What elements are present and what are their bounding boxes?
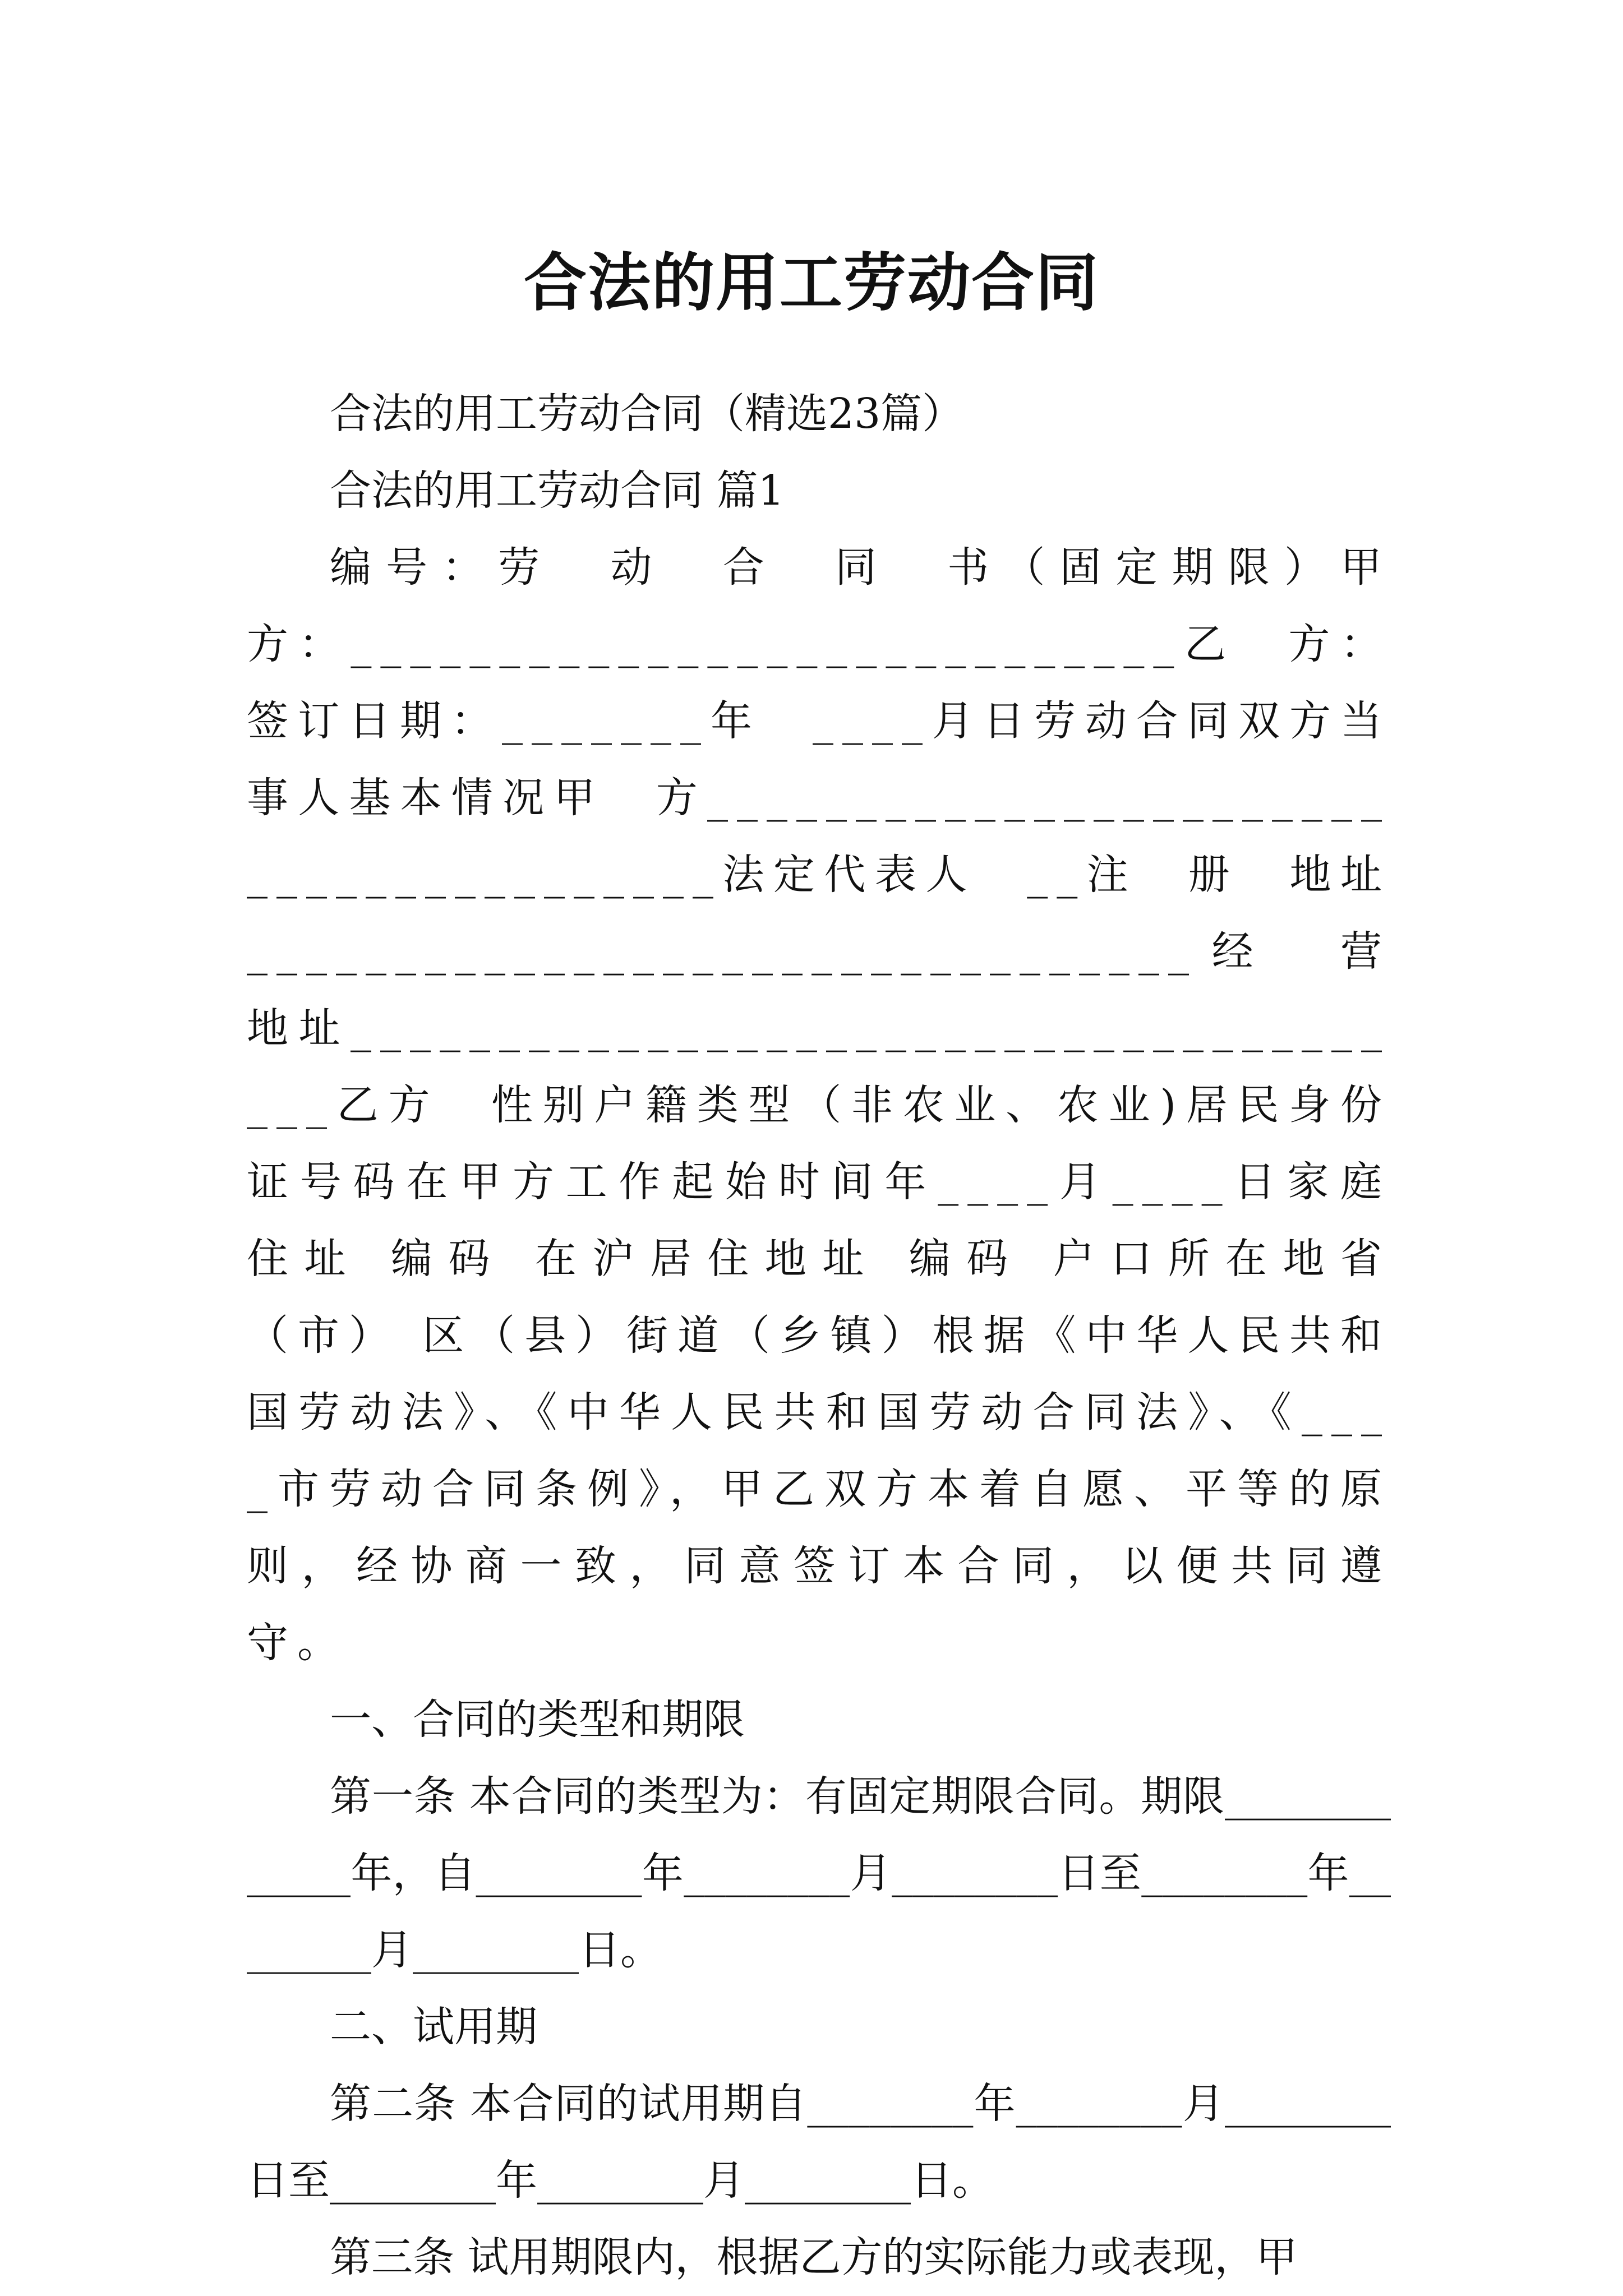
document-title: 合法的用工劳动合同 [524,246,1099,320]
paragraph-article-3: 第三条 试用期限内，根据乙方的实际能力或表现，甲 [330,2233,1298,2281]
paragraph-article-heading: 合法的用工劳动合同 篇1 [330,466,785,515]
section-heading-type-and-term: 一、合同的类型和期限 [330,1696,745,1744]
paragraph-article-2: 第二条 本合同的试用期自________年________月________日至________年________月________日。 [247,2080,1391,2205]
document-body [247,376,1441,2296]
paragraph-parties-info: 编号：劳 动 合 同 书（固定期限）甲 方：____________________________乙 方：签订日期：_______年 ____月日劳动合同双方当事人基本情况甲 方_______________________________________法定代表人 __注 册 地址 ________________________________经 营 地址______________________________________乙方 性别户籍类型（非农业、农业)居民身份证号码在甲方工作起始时间年____月____日家庭住址 编码 在沪居住地址 编码 户口所在地省（市） 区（县）街道（乡镇）根据《中华人民共和国劳动法》、《中华人民共和国劳动合同法》、《____市劳动合同条例》，甲乙双方本着自愿、平等的原则，经协商一致，同意签订本合同，以便共同遵守。 [247,543,1441,1667]
paragraph-article-1: 第一条 本合同的类型为：有固定期限合同。期限_____________年，自________年________月________日至________年________月________日。 [247,1772,1391,1974]
paragraph-collection-title: 合法的用工劳动合同（精选23篇） [330,390,964,438]
section-heading-probation: 二、试用期 [330,2003,537,2051]
